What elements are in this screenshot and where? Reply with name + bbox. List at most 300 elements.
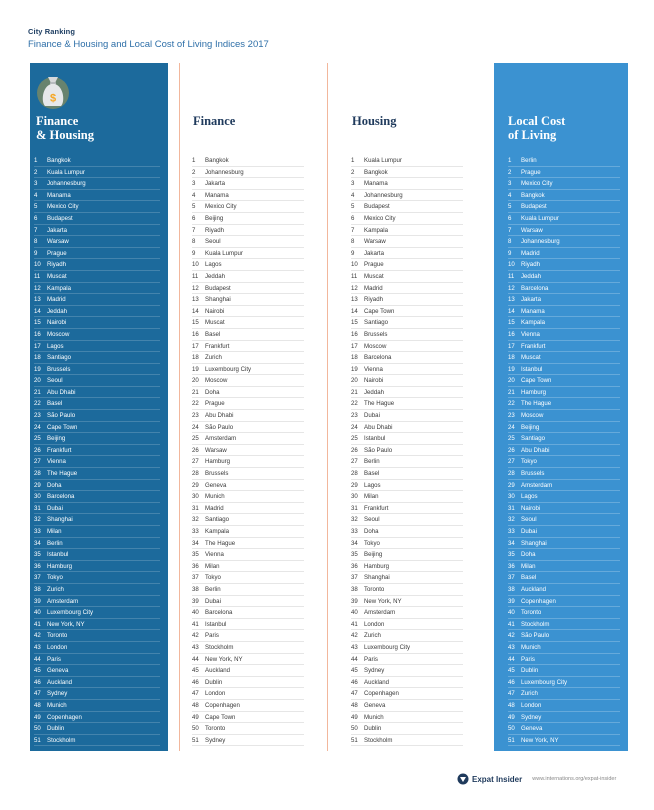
rank-number: 21	[192, 388, 199, 396]
city-name: Paris	[47, 655, 61, 663]
list-item	[192, 503, 304, 515]
city-name: Milan	[205, 562, 220, 570]
city-name: Manama	[47, 191, 71, 199]
list-item	[351, 225, 463, 237]
city-name: Riyadh	[521, 261, 540, 269]
list-item	[508, 271, 620, 283]
rank-number: 1	[508, 157, 512, 164]
list-item	[351, 201, 463, 213]
column-divider	[179, 63, 180, 751]
rank-number: 22	[351, 400, 358, 408]
list-item	[508, 480, 620, 492]
city-name: New York, NY	[205, 655, 243, 663]
local-cost-title	[508, 115, 565, 142]
city-name: Prague	[364, 261, 384, 269]
rank-number: 15	[508, 319, 515, 327]
city-name: Paris	[205, 632, 219, 640]
city-name: Lagos	[521, 493, 538, 501]
list-item	[34, 225, 160, 237]
list-item	[34, 665, 160, 677]
list-item	[508, 549, 620, 561]
list-item	[34, 723, 160, 735]
city-name: Doha	[47, 481, 62, 489]
rank-number: 46	[508, 678, 515, 686]
page-title: Finance & Housing and Local Cost of Living Indices 2017	[28, 39, 269, 50]
city-name: Berlin	[205, 585, 221, 593]
list-item	[351, 178, 463, 190]
city-name: Geneva	[364, 701, 386, 709]
list-item	[34, 700, 160, 712]
list-item	[351, 526, 463, 538]
city-name: Shanghai	[205, 296, 231, 304]
rank-number: 17	[34, 342, 41, 350]
list-item	[351, 607, 463, 619]
rank-number: 31	[34, 504, 41, 512]
rank-number: 43	[508, 643, 515, 651]
rank-number: 15	[192, 319, 199, 327]
rank-number: 10	[508, 261, 515, 269]
city-name: São Paulo	[47, 412, 76, 420]
city-name: Toronto	[47, 632, 68, 640]
rank-number: 49	[508, 713, 515, 721]
list-item	[192, 190, 304, 202]
rank-number: 36	[351, 562, 358, 570]
rank-number: 18	[192, 354, 199, 362]
list-item	[34, 712, 160, 724]
list-item	[192, 549, 304, 561]
rank-number: 32	[351, 516, 358, 524]
rank-number: 6	[192, 214, 196, 222]
rank-number: 49	[34, 713, 41, 721]
city-name: Cape Town	[364, 307, 395, 315]
list-item	[351, 352, 463, 364]
money-bag-icon	[36, 72, 70, 110]
city-name: Nairobi	[205, 307, 225, 315]
finance-housing-title-line1: Finance	[36, 114, 79, 128]
city-name: Frankfurt	[364, 504, 389, 512]
list-item	[192, 468, 304, 480]
city-name: Milan	[364, 493, 379, 501]
city-name: The Hague	[205, 539, 236, 547]
svg-text:$: $	[49, 92, 57, 105]
city-name: Budapest	[521, 203, 547, 211]
city-name: New York, NY	[47, 620, 85, 628]
list-item	[192, 375, 304, 387]
list-item	[34, 167, 160, 179]
rank-number: 8	[192, 238, 196, 246]
rank-number: 21	[508, 388, 515, 396]
list-item	[34, 584, 160, 596]
list-item	[351, 375, 463, 387]
city-name: Dublin	[47, 725, 65, 733]
list-item	[192, 607, 304, 619]
rank-number: 34	[192, 539, 199, 547]
list-item	[192, 677, 304, 689]
rank-number: 31	[351, 504, 358, 512]
list-item	[508, 410, 620, 422]
city-name: Barcelona	[47, 493, 75, 501]
rank-number: 11	[192, 272, 199, 280]
rank-number: 51	[351, 736, 358, 744]
list-item	[34, 410, 160, 422]
footer	[457, 773, 616, 785]
rank-number: 29	[34, 481, 41, 489]
city-name: Sydney	[205, 736, 226, 744]
city-name: Vienna	[521, 330, 540, 338]
list-item	[192, 445, 304, 457]
rank-number: 44	[351, 655, 358, 663]
list-item	[34, 201, 160, 213]
rank-number: 9	[34, 249, 38, 257]
city-name: Nairobi	[521, 504, 541, 512]
list-item	[34, 456, 160, 468]
list-item	[192, 561, 304, 573]
list-item	[351, 596, 463, 608]
city-name: Mexico City	[47, 203, 79, 211]
city-name: Jakarta	[205, 180, 225, 188]
rank-number: 2	[508, 168, 512, 176]
list-item	[34, 526, 160, 538]
rank-number: 49	[192, 713, 199, 721]
rank-number: 37	[34, 574, 41, 582]
list-item	[351, 665, 463, 677]
city-name: Muscat	[47, 272, 67, 280]
city-name: Brussels	[205, 470, 229, 478]
rank-number: 19	[34, 365, 41, 373]
city-name: Auckland	[521, 585, 547, 593]
rank-number: 14	[34, 307, 41, 315]
city-name: Beijing	[47, 435, 66, 443]
list-item	[351, 341, 463, 353]
city-name: Brussels	[364, 330, 388, 338]
local-cost-ranking-list	[508, 155, 620, 746]
list-item	[508, 201, 620, 213]
city-name: Zurich	[521, 690, 538, 698]
rank-number: 49	[351, 713, 358, 721]
rank-number: 13	[508, 296, 515, 304]
rank-number: 32	[34, 516, 41, 524]
city-name: São Paulo	[521, 632, 550, 640]
city-name: London	[364, 620, 385, 628]
rank-number: 12	[192, 284, 199, 292]
list-item	[508, 190, 620, 202]
list-item	[34, 248, 160, 260]
rank-number: 14	[351, 307, 358, 315]
city-name: Abu Dhabi	[205, 412, 234, 420]
city-name: Auckland	[205, 667, 231, 675]
rank-number: 10	[351, 261, 358, 269]
list-item	[351, 387, 463, 399]
rank-number: 13	[34, 296, 41, 304]
city-name: Luxembourg City	[521, 678, 568, 686]
city-name: Barcelona	[521, 284, 549, 292]
list-item	[351, 317, 463, 329]
list-item	[508, 700, 620, 712]
finance-housing-ranking-list	[34, 155, 160, 746]
city-name: Zurich	[364, 632, 381, 640]
list-item	[192, 642, 304, 654]
city-name: Abu Dhabi	[521, 446, 550, 454]
city-name: Hamburg	[521, 388, 547, 396]
rank-number: 27	[34, 458, 41, 466]
city-name: Abu Dhabi	[364, 423, 393, 431]
rank-number: 47	[508, 690, 515, 698]
city-name: Sydney	[521, 713, 542, 721]
city-name: Prague	[205, 400, 225, 408]
list-item	[34, 596, 160, 608]
rank-number: 47	[192, 690, 199, 698]
city-name: Munich	[364, 713, 384, 721]
city-name: Doha	[521, 551, 536, 559]
city-name: Istanbul	[205, 620, 227, 628]
city-name: Moscow	[521, 412, 544, 420]
rank-number: 4	[351, 191, 355, 199]
city-name: Jeddah	[205, 272, 225, 280]
city-name: Auckland	[364, 678, 390, 686]
city-name: Seoul	[364, 516, 380, 524]
city-name: Zurich	[205, 354, 222, 362]
list-item	[351, 619, 463, 631]
city-name: Jeddah	[521, 272, 541, 280]
rank-number: 16	[508, 330, 515, 338]
list-item	[508, 642, 620, 654]
list-item	[508, 317, 620, 329]
list-item	[34, 677, 160, 689]
city-name: Kampala	[521, 319, 546, 327]
list-item	[351, 433, 463, 445]
list-item	[351, 445, 463, 457]
city-name: Dubai	[521, 528, 537, 535]
city-name: Tokyo	[47, 574, 63, 582]
finance-ranking-list	[192, 155, 304, 746]
rank-number: 33	[34, 528, 41, 535]
rank-number: 26	[192, 446, 199, 454]
city-name: Copenhagen	[47, 713, 82, 721]
city-name: Lagos	[205, 261, 222, 269]
rank-number: 33	[192, 528, 199, 535]
rank-number: 28	[508, 470, 515, 478]
city-name: Riyadh	[47, 261, 66, 269]
list-item	[34, 352, 160, 364]
list-item	[508, 422, 620, 434]
rank-number: 11	[34, 272, 41, 280]
rank-number: 36	[192, 562, 199, 570]
rank-number: 35	[351, 551, 358, 559]
list-item	[508, 341, 620, 353]
city-name: Basel	[364, 470, 380, 478]
city-name: Abu Dhabi	[47, 388, 76, 396]
list-item	[192, 387, 304, 399]
rank-number: 50	[508, 725, 515, 733]
rank-number: 22	[192, 400, 199, 408]
city-name: Dublin	[205, 678, 223, 686]
city-name: Dubai	[364, 412, 380, 420]
city-name: Moscow	[47, 330, 70, 338]
list-item	[192, 259, 304, 271]
city-name: Milan	[47, 528, 62, 535]
finance-housing-title	[36, 115, 94, 142]
city-name: Copenhagen	[364, 690, 399, 698]
rank-number: 28	[351, 470, 358, 478]
list-item	[508, 433, 620, 445]
city-name: Santiago	[521, 435, 546, 443]
city-name: São Paulo	[364, 446, 393, 454]
list-item	[192, 341, 304, 353]
rank-number: 34	[34, 539, 41, 547]
rank-number: 41	[192, 620, 199, 628]
list-item	[192, 665, 304, 677]
rank-number: 2	[34, 168, 38, 176]
list-item	[351, 248, 463, 260]
list-item	[351, 259, 463, 271]
rank-number: 9	[508, 249, 512, 257]
rank-number: 25	[192, 435, 199, 443]
city-name: The Hague	[364, 400, 395, 408]
city-name: Riyadh	[364, 296, 383, 304]
rank-number: 3	[192, 180, 196, 188]
rank-number: 42	[34, 632, 41, 640]
city-name: Bangkok	[364, 168, 388, 176]
rank-number: 24	[192, 423, 199, 431]
city-name: Dublin	[364, 725, 382, 733]
rank-number: 33	[508, 528, 515, 535]
list-item	[351, 723, 463, 735]
rank-number: 35	[508, 551, 515, 559]
footer-brand: Expat Insider	[472, 774, 523, 784]
rank-number: 20	[192, 377, 199, 385]
rank-number: 14	[192, 307, 199, 315]
city-name: Beijing	[521, 423, 540, 431]
list-item	[351, 700, 463, 712]
city-name: Stockholm	[521, 620, 550, 628]
rank-number: 25	[508, 435, 515, 443]
list-item	[508, 619, 620, 631]
rank-number: 8	[34, 238, 38, 246]
city-name: Nairobi	[47, 319, 67, 327]
city-name: Munich	[47, 701, 67, 709]
city-name: Santiago	[364, 319, 389, 327]
list-item	[351, 549, 463, 561]
city-name: Frankfurt	[47, 446, 72, 454]
rank-number: 2	[192, 168, 196, 176]
rank-number: 8	[508, 238, 512, 246]
city-name: Warsaw	[47, 238, 69, 246]
rank-number: 4	[34, 191, 38, 199]
rank-number: 11	[508, 272, 515, 280]
city-name: Manama	[364, 180, 388, 188]
city-name: Sydney	[47, 690, 68, 698]
rank-number: 18	[34, 354, 41, 362]
list-item	[34, 619, 160, 631]
list-item	[192, 225, 304, 237]
city-name: Milan	[521, 562, 536, 570]
list-item	[34, 607, 160, 619]
list-item	[192, 329, 304, 341]
rank-number: 5	[192, 203, 196, 211]
rank-number: 44	[34, 655, 41, 663]
city-name: Shanghai	[47, 516, 73, 524]
list-item	[351, 422, 463, 434]
list-item	[192, 630, 304, 642]
header-kicker: City Ranking	[28, 27, 76, 36]
city-name: Shanghai	[364, 574, 390, 582]
city-name: Luxembourg City	[47, 609, 94, 617]
city-name: Madrid	[47, 296, 66, 304]
list-item	[192, 410, 304, 422]
list-item	[34, 271, 160, 283]
rank-number: 48	[508, 701, 515, 709]
city-name: Geneva	[205, 481, 227, 489]
city-name: Mexico City	[521, 180, 553, 188]
city-name: Beijing	[364, 551, 383, 559]
list-item	[351, 630, 463, 642]
city-name: London	[521, 701, 542, 709]
rank-number: 24	[351, 423, 358, 431]
list-item	[351, 294, 463, 306]
rank-number: 45	[34, 667, 41, 675]
city-name: Kuala Lumpur	[521, 214, 559, 222]
rank-number: 6	[351, 214, 355, 222]
rank-number: 34	[351, 539, 358, 547]
housing-title: Housing	[352, 114, 397, 128]
rank-number: 18	[351, 354, 358, 362]
list-item	[351, 155, 463, 167]
city-name: Hamburg	[47, 562, 73, 570]
rank-number: 51	[192, 736, 199, 744]
city-name: Frankfurt	[205, 342, 230, 350]
city-name: Jeddah	[364, 388, 384, 396]
list-item	[508, 514, 620, 526]
city-name: Copenhagen	[205, 701, 240, 709]
list-item	[34, 155, 160, 167]
city-name: Barcelona	[364, 354, 392, 362]
list-item	[192, 723, 304, 735]
rank-number: 12	[508, 284, 515, 292]
rank-number: 43	[351, 643, 358, 651]
rank-number: 45	[192, 667, 199, 675]
rank-number: 24	[508, 423, 515, 431]
city-name: Seoul	[205, 238, 221, 246]
list-item	[351, 213, 463, 225]
city-name: Doha	[205, 388, 220, 396]
city-name: Madrid	[521, 249, 540, 257]
list-item	[34, 294, 160, 306]
list-item	[508, 225, 620, 237]
footer-url[interactable]: www.internations.org/expat-insider	[532, 776, 617, 782]
rank-number: 48	[192, 701, 199, 709]
list-item	[34, 317, 160, 329]
rank-number: 26	[508, 446, 515, 454]
city-name: Amsterdam	[47, 597, 79, 605]
rank-number: 26	[351, 446, 358, 454]
rank-number: 23	[34, 412, 41, 420]
list-item	[351, 491, 463, 503]
city-name: Istanbul	[521, 365, 543, 373]
list-item	[508, 456, 620, 468]
city-name: Basel	[521, 574, 537, 582]
list-item	[508, 468, 620, 480]
city-name: Prague	[47, 249, 67, 257]
rank-number: 43	[192, 643, 199, 651]
rank-number: 36	[34, 562, 41, 570]
rank-number: 40	[351, 609, 358, 617]
city-name: Stockholm	[47, 736, 76, 744]
list-item	[34, 178, 160, 190]
rank-number: 3	[508, 180, 512, 188]
city-name: Warsaw	[205, 446, 227, 454]
city-name: London	[47, 643, 68, 651]
city-name: Stockholm	[205, 643, 234, 651]
